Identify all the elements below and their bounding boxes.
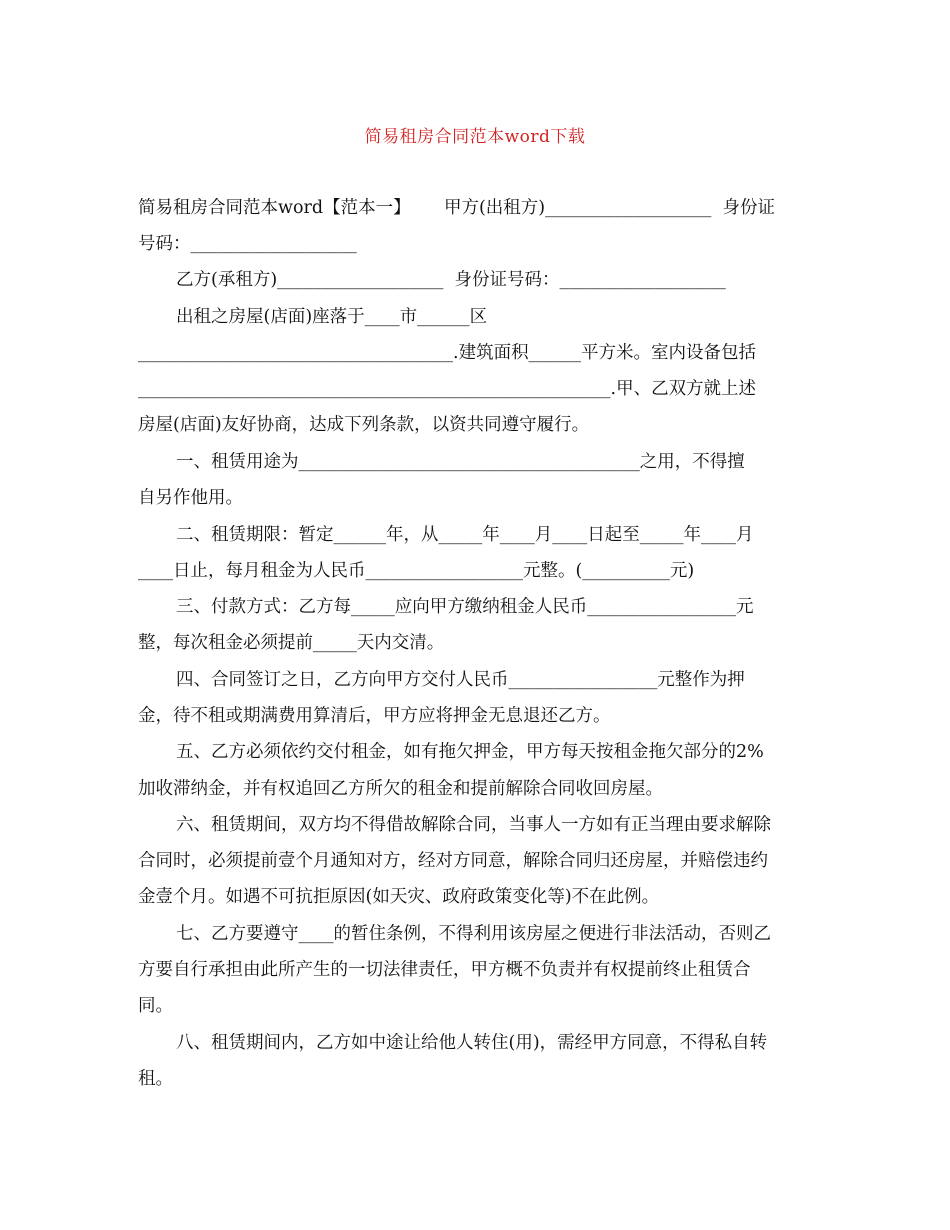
document-title: 简易租房合同范本word下载: [364, 127, 586, 147]
text-line: 房屋(店面)友好协商，达成下列条款，以资共同遵守履行。: [138, 415, 590, 435]
text-line: 自另作他用。: [138, 488, 243, 508]
text-line: 六、租赁期间，双方均不得借故解除合同，当事人一方如有正当理由要求解除: [176, 815, 771, 835]
text-line: 四、合同签订之日，乙方向甲方交付人民币_________________元整作为押: [176, 670, 745, 690]
text-line: 七、乙方要遵守____的暂住条例，不得利用该房屋之便进行非法活动，否则乙: [176, 924, 771, 944]
text-line: 金壹个月。如遇不可抗拒原因(如天灾、政府政策变化等)不在此例。: [138, 887, 660, 907]
text-line: 租。: [138, 1069, 173, 1089]
text-line: 号码：___________________: [138, 234, 357, 254]
text-line: ____日止，每月租金为人民币__________________元整。(__________元): [138, 561, 695, 581]
text-line: 三、付款方式：乙方每_____应向甲方缴纳租金人民币_________________元: [176, 597, 754, 617]
text-line: 同。: [138, 996, 173, 1016]
text-line: 合同时，必须提前壹个月通知对方，经对方同意，解除合同归还房屋，并赔偿违约: [138, 851, 768, 871]
text-line: 方要自行承担由此所产生的一切法律责任，甲方概不负责并有权提前终止租赁合: [138, 960, 751, 980]
text-line: 简易租房合同范本word【范本一】 甲方(出租方)___________________ 身份证: [138, 198, 775, 218]
text-line: 八、租赁期间内，乙方如中途让给他人转住(用)，需经甲方同意，不得私自转: [176, 1033, 768, 1053]
text-line: ______________________________________________________.甲、乙双方就上述: [138, 379, 757, 399]
text-line: 整，每次租金必须提前_____天内交清。: [138, 633, 445, 653]
text-line: 乙方(承租方)___________________ 身份证号码：___________________: [176, 270, 726, 290]
text-line: 出租之房屋(店面)座落于____市______区: [176, 307, 488, 327]
text-line: 金，待不租或期满费用算清后，甲方应将押金无息退还乙方。: [138, 706, 611, 726]
text-line: 一、租赁用途为_______________________________________之用，不得擅: [176, 452, 745, 472]
text-line: 五、乙方必须依约交付租金，如有拖欠押金，甲方每天按租金拖欠部分的2%: [176, 742, 764, 762]
text-line: ____________________________________.建筑面积______平方米。室内设备包括: [138, 343, 757, 363]
text-line: 加收滞纳金，并有权追回乙方所欠的租金和提前解除合同收回房屋。: [138, 779, 663, 799]
text-line: 二、租赁期限：暂定______年，从_____年____月____日起至_____年____月: [176, 525, 754, 545]
